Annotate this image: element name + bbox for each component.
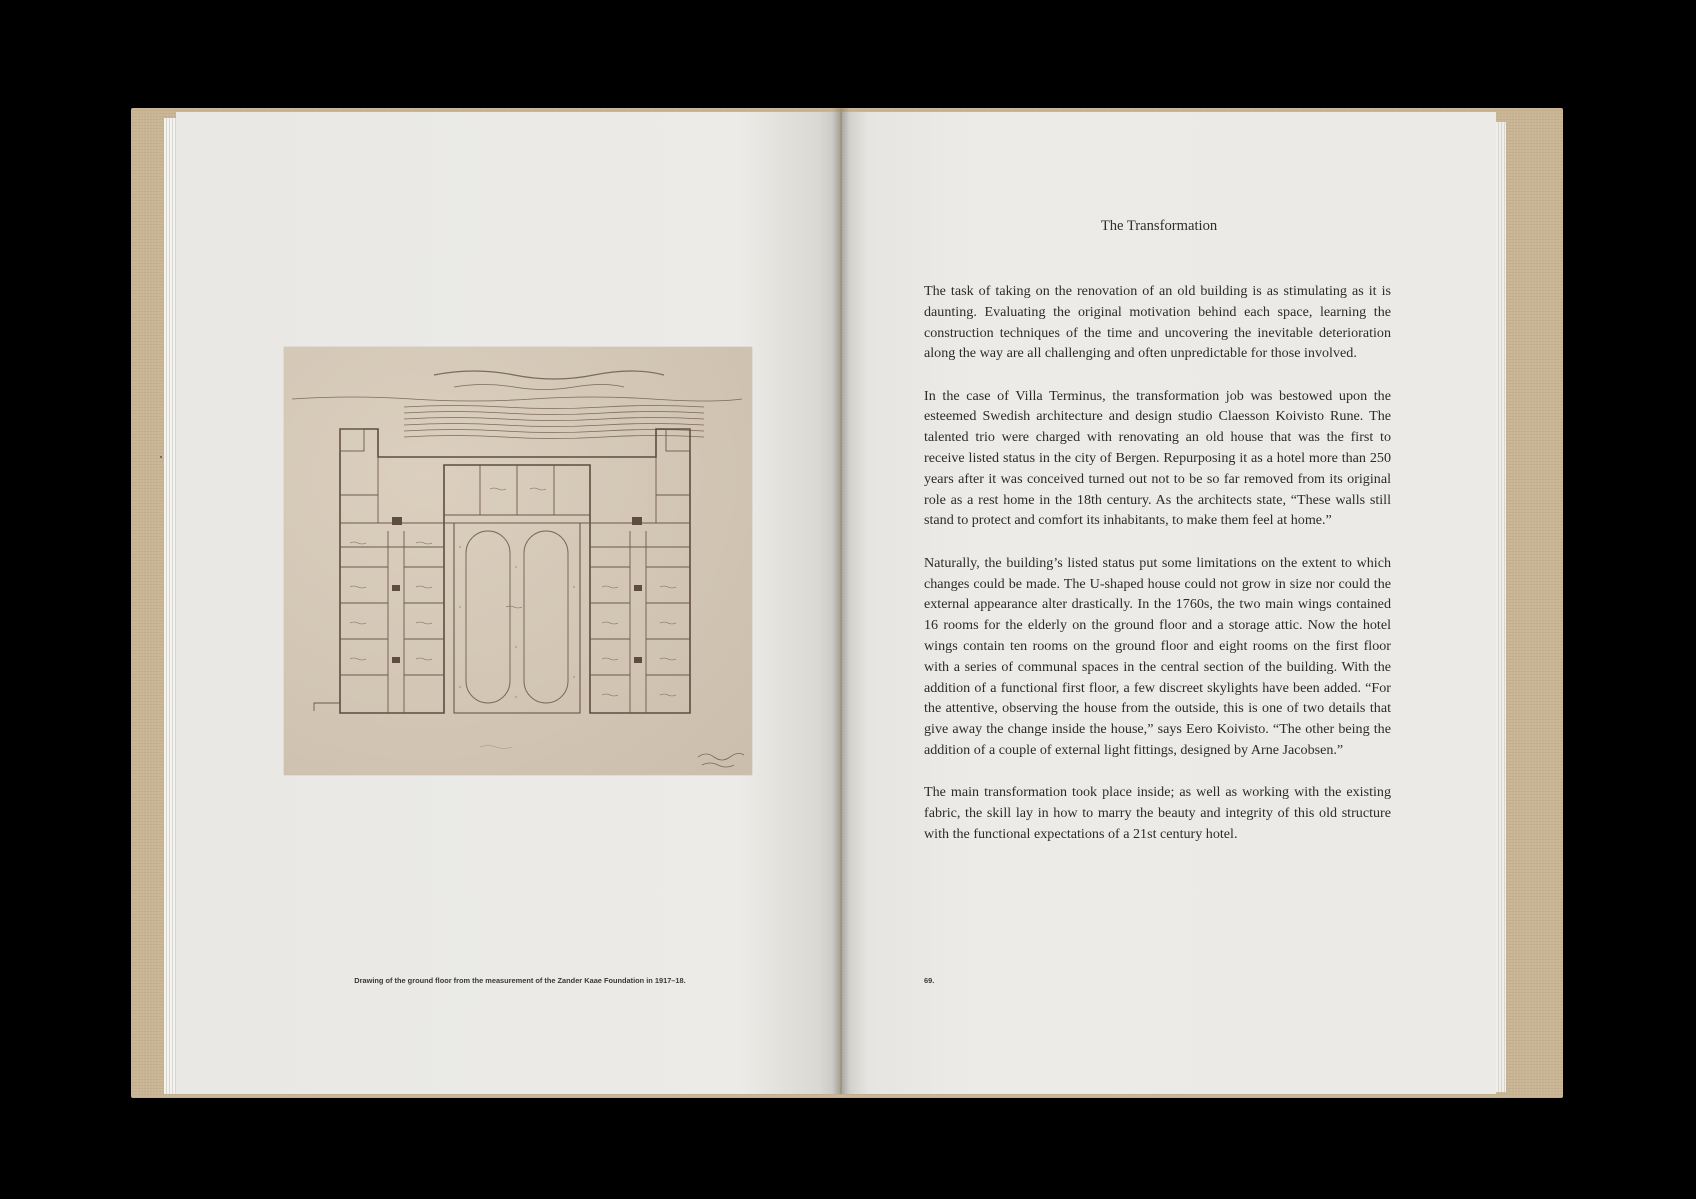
paragraph-3: Naturally, the building’s listed status put some limitations on the extent to which changes could be made. The U-shaped house could not grow in size nor could the external appearance alter drastically. In the 1760s, the two main wings contained 16 rooms for the elderly on the ground floor and a storage attic. Now the hotel wings contain ten rooms on the ground floor and eight rooms on the first floor with a series of communal spaces in the central section of the building. With the addition of a functional first floor, a few discreet skylights have been added. “For the attentive, observing the house from the outside, this is one of two details that give away the change inside the house,” says Eero Koivisto. “The other being the addition of a couple of external light fittings, designed by Arne Jacobsen.” bbox=[924, 554, 1391, 758]
paragraph-1: The task of taking on the renovation of an old building is as stimulating as it is daunting. Evaluating the original motivation behind each space, learning the construction techniques of the time and uncovering the inevitable deterioration along the way are all challenging and often unpredictable for those involved. bbox=[924, 283, 1391, 362]
floor-plan-illustration bbox=[284, 347, 752, 775]
paragraph-4: The main transformation took place inside; as well as working with the existing fabric, the skill lay in how to marry the beauty and integrity of this old structure with the functional expectations of a 21st century hotel. bbox=[924, 784, 1391, 842]
body-text bbox=[924, 281, 1391, 866]
spine-shadow bbox=[832, 108, 850, 1094]
margin-mark bbox=[160, 456, 162, 458]
figure-caption: Drawing of the ground floor from the measurement of the Zander Kaae Foundation in 1917–18. bbox=[354, 976, 686, 985]
page-number: 69. bbox=[924, 976, 935, 985]
floor-plan-drawing bbox=[284, 347, 752, 775]
chapter-title: The Transformation bbox=[1100, 218, 1218, 234]
paragraph-2: In the case of Villa Terminus, the transformation job was bestowed upon the esteemed Swedish architecture and design studio Claesson Koivisto Rune. The talented trio were charged with renovating an old house that was the first to receive listed status in the city of Bergen. Repurposing it as a hotel more than 250 years after it was conceived turned out not to be so far removed from its original role as a rest home in the 18th century. As the architects state, “These walls still stand to protect and comfort its inhabitants, to make them feel at home.” bbox=[924, 387, 1391, 529]
